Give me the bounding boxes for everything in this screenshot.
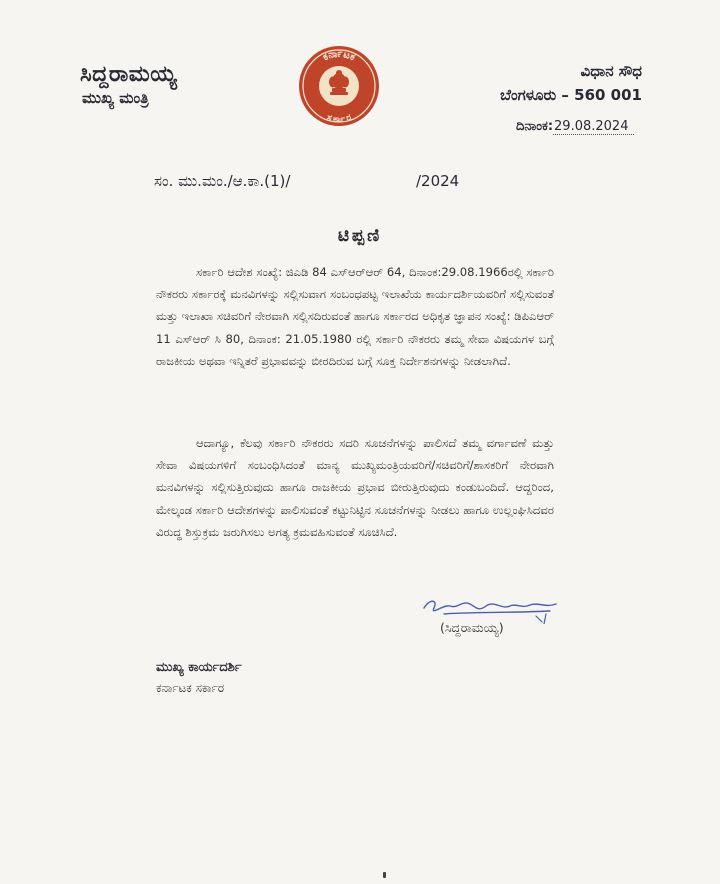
memo-heading: ಟಿಪ್ಪಣಿ [337, 226, 383, 246]
emblem-top-text: ಕರ್ನಾಟಕ [321, 48, 357, 64]
recipient-title: ಮುಖ್ಯ ಕಾರ್ಯದರ್ಶಿ [156, 660, 242, 675]
address-line-1: ವಿಧಾನ ಸೌಧ [580, 62, 642, 80]
date-value: 29.08.2024 [553, 119, 634, 135]
reference-year: /2024 [416, 172, 460, 190]
recipient-block [156, 660, 242, 696]
office-address [500, 62, 642, 104]
scan-mark [383, 872, 386, 878]
reference-number: ಸಂ. ಮು.ಮಂ./ಆ.ಕಾ.(1)/ [154, 172, 291, 190]
date-line [516, 119, 634, 134]
emblem-bottom-text: ಸರ್ಕಾರ [325, 112, 353, 125]
memo-paragraph-2: ಆದಾಗ್ಯೂ, ಕೆಲವು ಸರ್ಕಾರಿ ನೌಕರರು ಸದರಿ ಸೂಚನೆಗಳನ್ನು ಪಾಲಿಸದೆ ತಮ್ಮ ವರ್ಗಾವಣೆ ಮತ್ತು ಸೇವಾ ವಿಷಯಗಳಿಗೆ ಸಂಬಂಧಿಸಿದಂತೆ ಮಾನ್ಯ ಮುಖ್ಯಮಂತ್ರಿಯವರಿಗೆ/ಸಚಿವರಿಗೆ/ಶಾಸಕರಿಗೆ ನೇರವಾಗಿ ಮನವಿಗಳನ್ನು ಸಲ್ಲಿಸುತ್ತಿರುವುದು ಹಾಗೂ ರಾಜಕೀಯ ಪ್ರಭಾವ ಬೀರುತ್ತಿರುವುದು ಕಂಡುಬಂದಿದೆ. ಆದ್ದರಿಂದ, ಮೇಲ್ಕಂಡ ಸರ್ಕಾರಿ ಆದೇಶಗಳನ್ನು ಪಾಲಿಸುವಂತೆ ಕಟ್ಟುನಿಟ್ಟಿನ ಸೂಚನೆಗಳನ್ನು ನೀಡಲು ಹಾಗೂ ಉಲ್ಲಂಘಿಸಿದವರ ವಿರುದ್ಧ ಶಿಸ್ತುಕ್ರಮ ಜರುಗಿಸಲು ಅಗತ್ಯ ಕ್ರಮವಹಿಸುವಂತೆ ಸೂಚಿಸಿದೆ. [156, 436, 554, 539]
government-emblem-seal [297, 44, 381, 128]
recipient-department: ಕರ್ನಾಟಕ ಸರ್ಕಾರ [156, 681, 225, 695]
date-label: ದಿನಾಂಕ: [516, 119, 554, 134]
sender-name: ಸಿದ್ದರಾಮಯ್ಯ [80, 62, 178, 87]
signatory-name: (ಸಿದ್ದರಾಮಯ್ಯ) [440, 620, 504, 635]
address-line-2: ಬೆಂಗಳೂರು – 560 001 [500, 86, 642, 104]
sender-block [80, 62, 177, 107]
memo-paragraph-1: ಸರ್ಕಾರಿ ಆದೇಶ ಸಂಖ್ಯೆ: ಜಿಎಡಿ 84 ಎಸ್‌ಆರ್‌ಆರ್ 64, ದಿನಾಂಕ:29.08.1966ರಲ್ಲಿ ಸರ್ಕಾರಿ ನೌಕರರು ಸರ್ಕಾರಕ್ಕೆ ಮನವಿಗಳನ್ನು ಸಲ್ಲಿಸುವಾಗ ಸಂಬಂಧಪಟ್ಟ ಇಲಾಖೆಯ ಕಾರ್ಯದರ್ಶಿಯವರಿಗೆ ಸಲ್ಲಿಸುವಂತೆ ಮತ್ತು ಇಲಾಖಾ ಸಚಿವರಿಗೆ ನೇರವಾಗಿ ಸಲ್ಲಿಸದಿರುವಂತೆ ಹಾಗೂ ಸರ್ಕಾರದ ಅಧಿಕೃತ ಜ್ಞಾಪನ ಸಂಖ್ಯೆ: ಡಿಪಿಎಆರ್ 11 ಎಸ್‌ಆರ್ ಸಿ 80, ದಿನಾಂಕ: 21.05.1980 ರಲ್ಲಿ ಸರ್ಕಾರಿ ನೌಕರರು ತಮ್ಮ ಸೇವಾ ವಿಷಯಗಳ ಬಗ್ಗೆ ರಾಜಕೀಯ ಅಥವಾ ಇನ್ನಿತರೆ ಪ್ರಭಾವವನ್ನು ಬೀರದಿರುವ ಬಗ್ಗೆ ಸೂಕ್ತ ನಿರ್ದೇಶನಗಳನ್ನು ನೀಡಲಾಗಿದೆ. [156, 265, 554, 368]
sender-designation: ಮುಖ್ಯ ಮಂತ್ರಿ [82, 89, 149, 107]
